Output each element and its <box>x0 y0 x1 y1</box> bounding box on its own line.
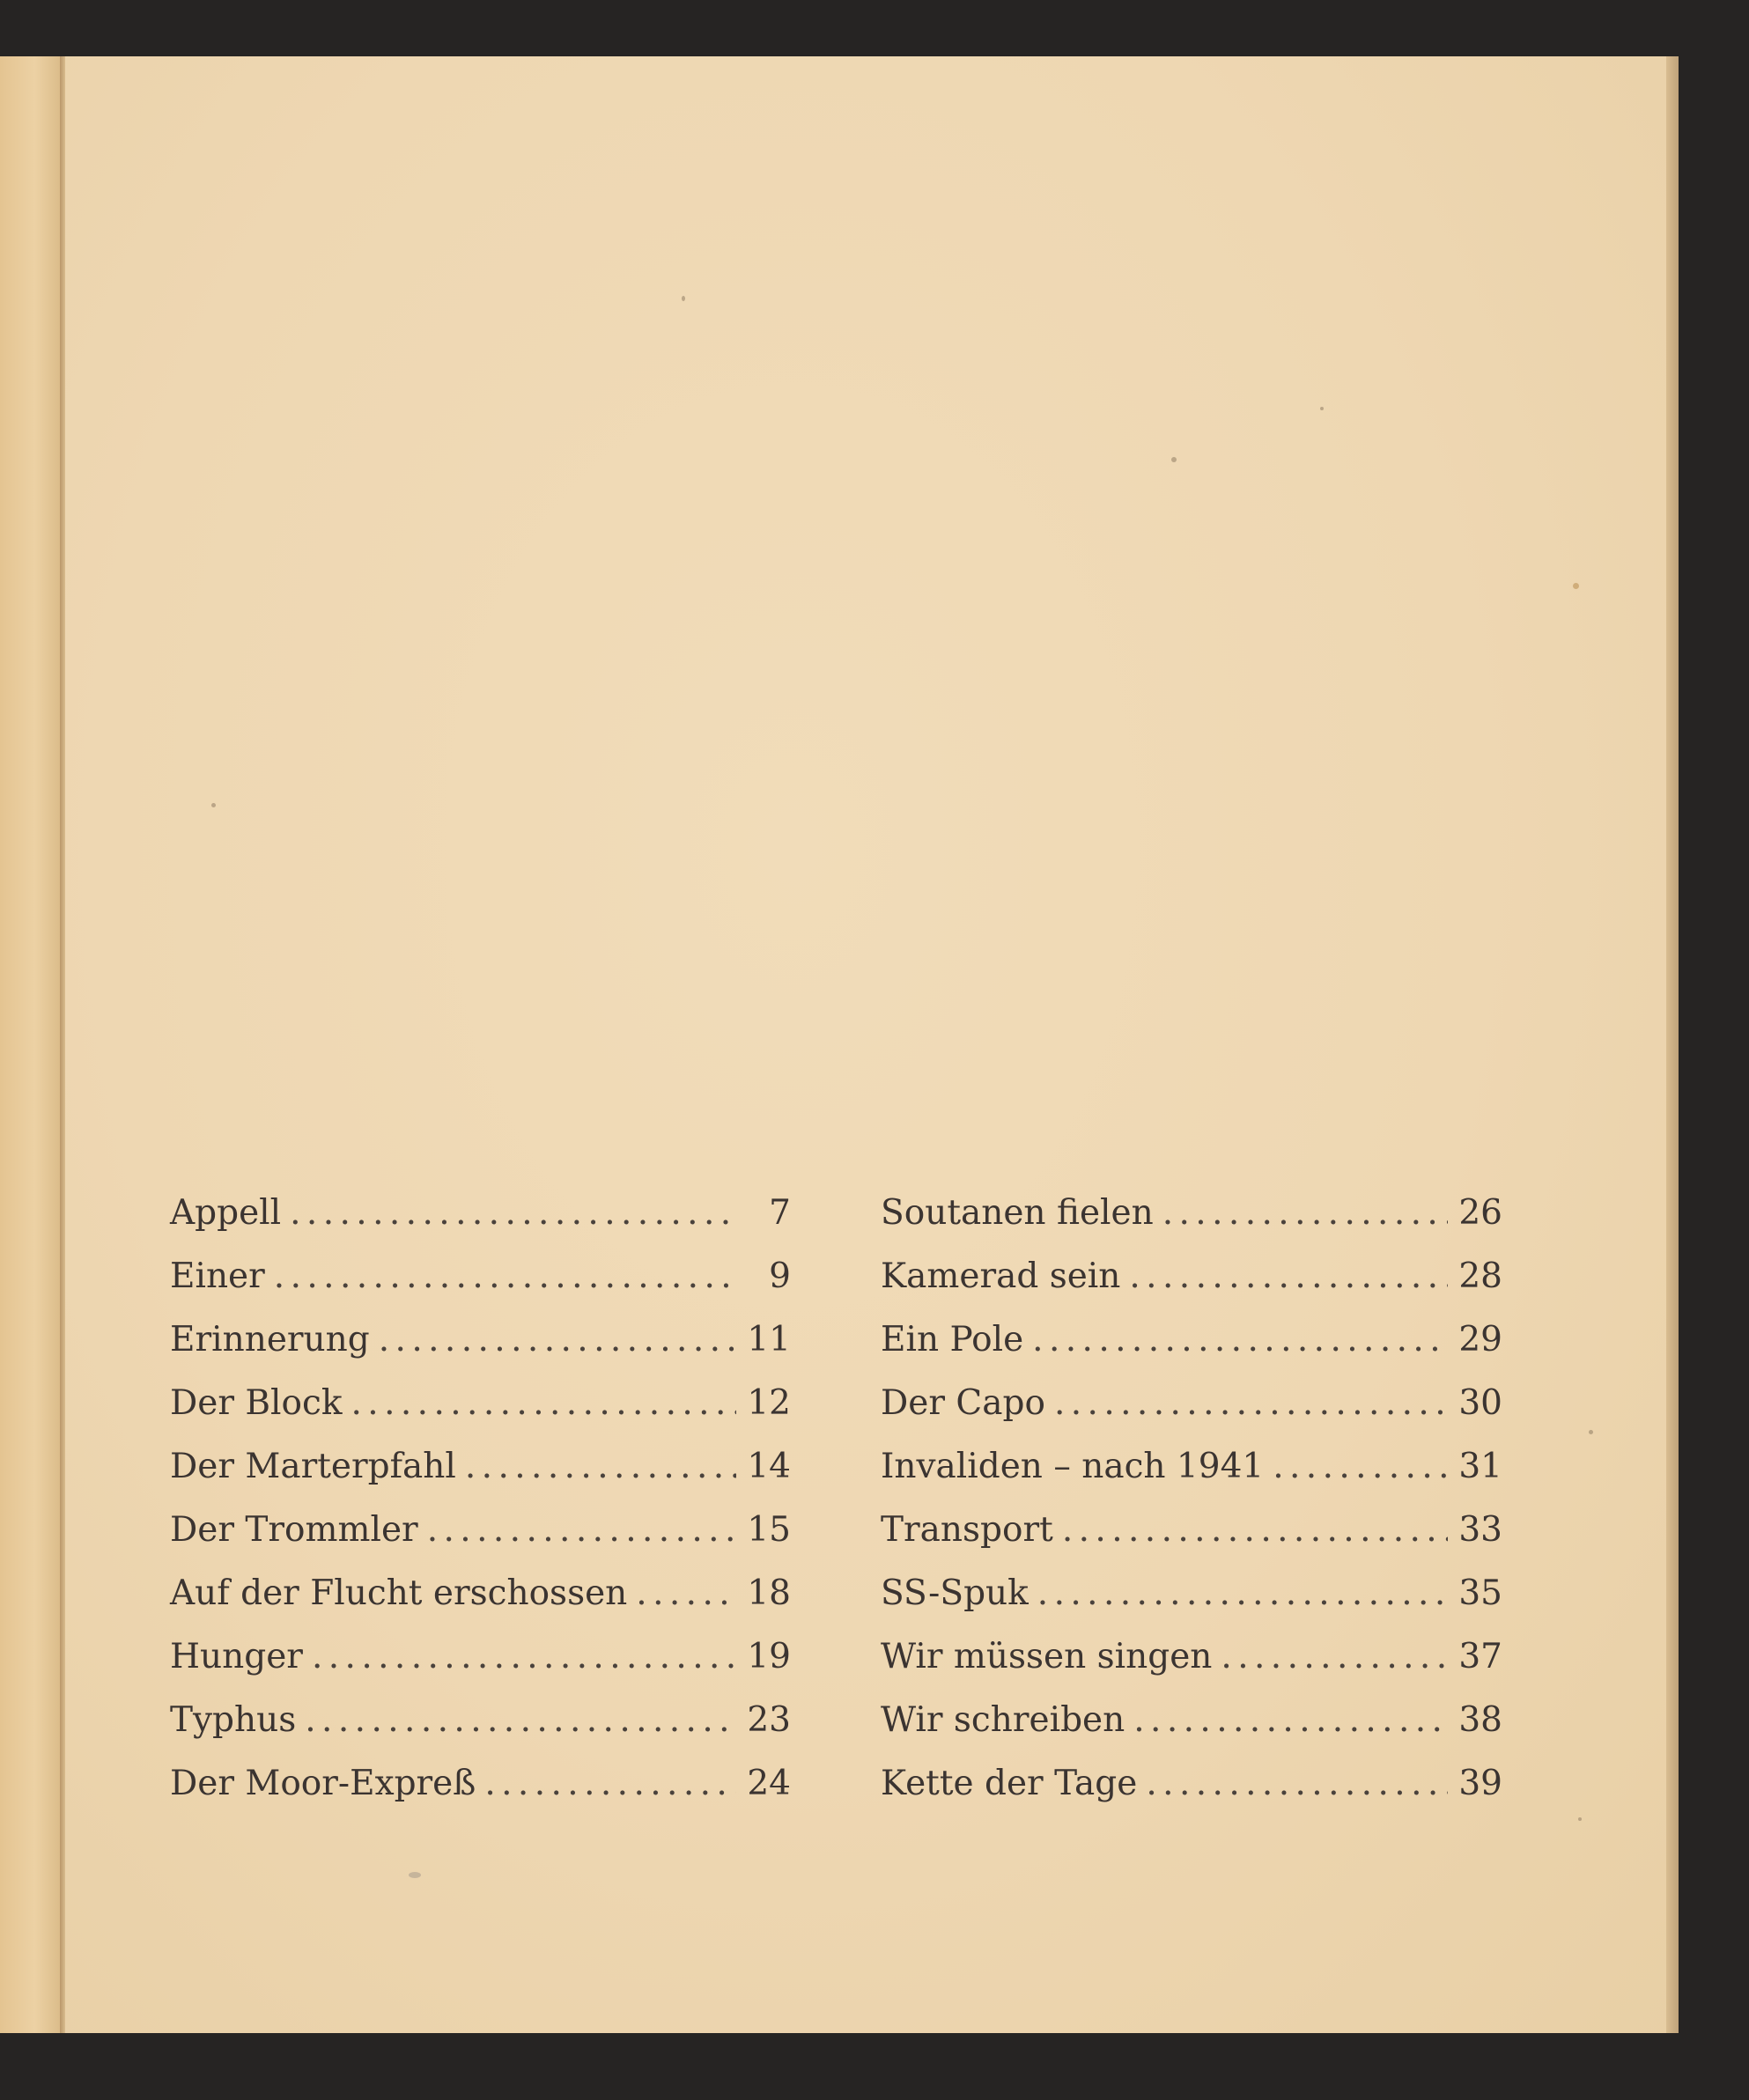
toc-left-column <box>170 1193 791 1827</box>
toc-entry <box>881 1193 1502 1256</box>
toc-entry-page: 23 <box>747 1700 791 1740</box>
toc-entry-page: 37 <box>1458 1637 1502 1676</box>
toc-entry-page: 24 <box>747 1764 791 1803</box>
toc-entry-title: Transport <box>881 1510 1053 1550</box>
toc-entry-title: Erinnerung <box>170 1320 370 1359</box>
toc-entry-page: 35 <box>1458 1573 1502 1613</box>
paper-speck <box>211 803 216 807</box>
toc-entry <box>881 1700 1502 1764</box>
toc-entry-title: Ein Pole <box>881 1320 1024 1359</box>
dot-leader <box>1054 1383 1448 1423</box>
left-page-edge <box>0 56 63 2033</box>
dot-leader <box>427 1510 736 1550</box>
toc-entry <box>881 1447 1502 1510</box>
toc-entry-title: Wir schreiben <box>881 1700 1125 1740</box>
paper-speck <box>1573 583 1579 589</box>
paper-speck <box>682 296 685 301</box>
toc-entry-page: 31 <box>1458 1447 1502 1486</box>
toc-entry-page: 29 <box>1458 1320 1502 1359</box>
dot-leader <box>1146 1764 1448 1803</box>
toc-entry-title: Der Moor-Expreß <box>170 1764 476 1803</box>
toc-entry-title: Wir müssen singen <box>881 1637 1213 1676</box>
toc-entry-title: Der Block <box>170 1383 343 1423</box>
toc-entry-page: 9 <box>769 1256 791 1296</box>
toc-entry <box>170 1764 791 1827</box>
toc-entry <box>881 1383 1502 1447</box>
toc-entry-page: 39 <box>1458 1764 1502 1803</box>
toc-entry <box>170 1637 791 1700</box>
toc-entry-page: 14 <box>747 1447 791 1486</box>
toc-entry-title: Einer <box>170 1256 265 1296</box>
toc-entry <box>170 1447 791 1510</box>
toc-entry <box>881 1256 1502 1320</box>
toc-entry-title: Soutanen fielen <box>881 1193 1154 1233</box>
paper-speck <box>1589 1430 1593 1434</box>
dot-leader <box>1162 1193 1448 1233</box>
toc-entry-title: SS-Spuk <box>881 1573 1029 1613</box>
toc-entry-title: Der Trommler <box>170 1510 418 1550</box>
dot-leader <box>1032 1320 1448 1359</box>
dot-leader <box>484 1764 736 1803</box>
toc-entry <box>881 1573 1502 1637</box>
paper-speck <box>1320 407 1324 410</box>
toc-entry <box>170 1700 791 1764</box>
toc-entry-page: 33 <box>1458 1510 1502 1550</box>
toc-entry-title: Auf der Flucht erschossen <box>170 1573 628 1613</box>
toc-entry-page: 19 <box>747 1637 791 1676</box>
paper-speck <box>1578 1817 1582 1821</box>
toc-entry-page: 18 <box>747 1573 791 1613</box>
toc-entry-title: Hunger <box>170 1637 303 1676</box>
toc-entry-page: 15 <box>747 1510 791 1550</box>
toc-entry <box>170 1573 791 1637</box>
toc-right-column <box>881 1193 1502 1827</box>
dot-leader <box>305 1700 736 1740</box>
toc-entry-page: 26 <box>1458 1193 1502 1233</box>
toc-entry <box>881 1320 1502 1383</box>
dot-leader <box>1221 1637 1448 1676</box>
dot-leader <box>274 1256 736 1296</box>
paper-speck <box>409 1872 421 1878</box>
toc-entry-title: Der Capo <box>881 1383 1045 1423</box>
dot-leader <box>1133 1700 1448 1740</box>
dot-leader <box>1062 1510 1448 1550</box>
toc-entry-title: Typhus <box>170 1700 297 1740</box>
toc-entry-page: 38 <box>1458 1700 1502 1740</box>
toc-entry-page: 30 <box>1458 1383 1502 1423</box>
dot-leader <box>636 1573 736 1613</box>
toc-entry-page: 28 <box>1458 1256 1502 1296</box>
toc-entry-page: 12 <box>747 1383 791 1423</box>
dot-leader <box>379 1320 736 1359</box>
toc-entry-page: 7 <box>769 1193 791 1233</box>
toc-entry-title: Der Marterpfahl <box>170 1447 456 1486</box>
right-page-edge <box>1666 56 1679 2033</box>
toc-entry-title: Appell <box>170 1193 282 1233</box>
dot-leader <box>312 1637 736 1676</box>
toc-entry-title: Kamerad sein <box>881 1256 1121 1296</box>
toc-entry <box>881 1510 1502 1573</box>
dot-leader <box>1037 1573 1448 1613</box>
toc-entry-title: Invaliden – nach 1941 <box>881 1447 1265 1486</box>
toc-entry <box>881 1764 1502 1827</box>
toc-entry <box>170 1510 791 1573</box>
toc-entry <box>170 1256 791 1320</box>
toc-entry <box>170 1383 791 1447</box>
toc-entry-title: Kette der Tage <box>881 1764 1138 1803</box>
paper-speck <box>1171 457 1177 462</box>
dot-leader <box>1273 1447 1448 1486</box>
toc-entry <box>170 1320 791 1383</box>
dot-leader <box>1129 1256 1448 1296</box>
toc-entry-page: 11 <box>747 1320 791 1359</box>
toc-entry <box>170 1193 791 1256</box>
toc-entry <box>881 1637 1502 1700</box>
dot-leader <box>290 1193 736 1233</box>
dot-leader <box>465 1447 736 1486</box>
dot-leader <box>351 1383 736 1423</box>
